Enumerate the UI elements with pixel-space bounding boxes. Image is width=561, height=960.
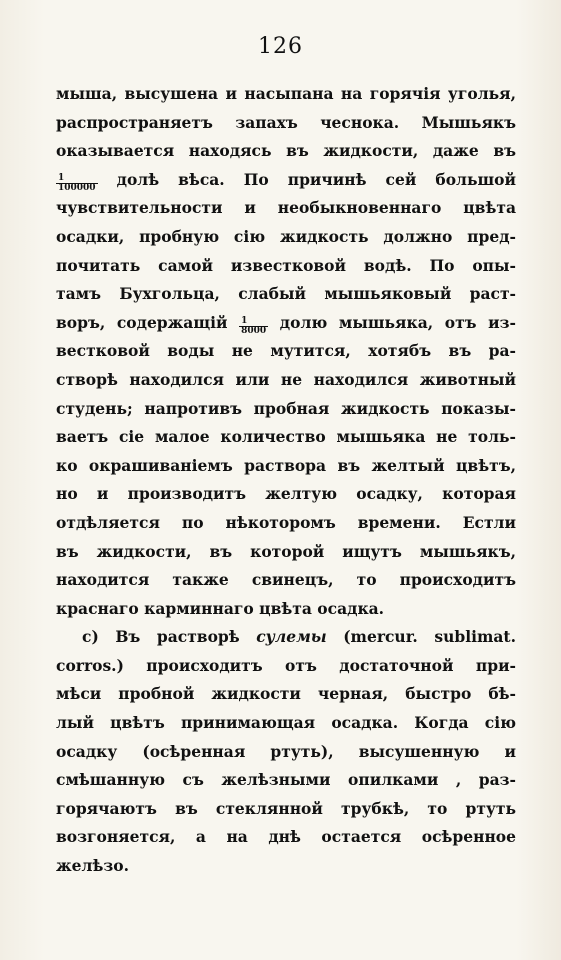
fraction-numerator: 1 [56,174,98,184]
text-span: c) Въ растворѣ [82,627,240,647]
text-line: студень; напротивъ пробная жидкость показы- [56,398,516,418]
text-line: оказывается находясь въ жидкости, даже въ [56,141,516,161]
text-line: возгоняется, а на днѣ остается осѣренное [56,827,516,847]
text-line: ваетъ сіе малое количество мышьяка не толь- [56,427,516,447]
text-line: тамъ Бухгольца, слабый мышьяковый раст- [56,284,516,304]
fraction [56,174,98,193]
text-line [56,623,516,652]
text-span: воръ, содержащій [56,312,228,332]
text-line: ко окрашиваніемъ раствора въ желтый цвѣтъ, [56,455,516,475]
text-line: горячаютъ въ стеклянной трубкѣ, то ртуть [56,798,516,818]
text-line: лый цвѣтъ принимающая осадка. Когда сію [56,713,516,733]
text-line: осадки, пробную сію жидкость должно пред- [56,226,516,246]
fraction [239,317,268,336]
text-line: но и производитъ желтую осадку, которая [56,484,516,504]
text-line: смѣшанную съ желѣзными опилками , раз- [56,770,516,790]
text-line [56,309,516,338]
fraction-numerator: 1 [239,317,268,327]
text-line: находится также свинецъ, то происходитъ [56,570,516,590]
text-line: мѣси пробной жидкости черная, быстро бѣ- [56,684,516,704]
text-line: краснаго карминнаго цвѣта осадка. [56,598,385,618]
italic-term: сулемы [256,627,327,647]
text-line: отдѣляется по нѣкоторомъ времени. Естли [56,512,516,532]
text-line: corros.) происходитъ отъ достаточной при- [56,655,516,675]
body-text [56,80,516,881]
text-line: осадку (осѣренная ртуть), высушенную и [56,741,516,761]
text-line: створѣ находился или не находился животный [56,369,516,389]
text-span: долѣ вѣса. По причинѣ сей большой [116,169,516,189]
text-span: долю мышьяка, отъ из- [279,312,516,332]
fraction-denominator: 100000 [58,182,96,193]
text-line: желѣзо. [56,856,129,876]
text-line: почитать самой известковой водѣ. По опы- [56,255,516,275]
text-line: распространяетъ запахъ чеснока. Мышьякъ [56,112,516,132]
text-line [56,166,516,195]
text-line: чувствительности и необыкновеннаго цвѣта [56,198,516,218]
text-line: мыша, высушена и насыпана на горячія уголья, [56,84,516,103]
text-line: вестковой воды не мутится, хотябъ въ ра- [56,341,516,361]
text-span: (mercur. sublimat. [343,627,516,647]
text-line: въ жидкости, въ которой ищутъ мышьякъ, [56,541,516,561]
fraction-denominator: 8000 [241,325,267,336]
page-number: 126 [258,34,303,59]
